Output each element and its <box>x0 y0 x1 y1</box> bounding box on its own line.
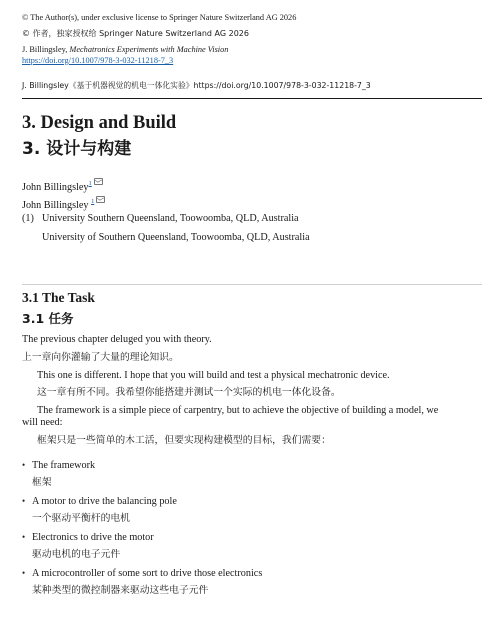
citation-doi-row <box>22 55 173 67</box>
bullet-icon: • <box>22 496 26 506</box>
section-title-en: 3.1 The Task <box>22 290 95 305</box>
author-line-1 <box>22 177 103 195</box>
paragraph-2-en: This one is different. I hope that you will build and test a physical mechatronic device. <box>37 370 390 381</box>
chapter-title-en: 3. Design and Build <box>22 113 177 133</box>
author-affiliation-ref[interactable]: 1 <box>91 198 95 205</box>
list-item: • A motor to drive the balancing pole <box>22 496 177 507</box>
citation-doi-link[interactable]: https://doi.org/10.1007/978-3-032-11218-7_3 <box>22 56 174 65</box>
author-affiliation-ref[interactable]: 1 <box>88 180 92 187</box>
bullet-icon: • <box>22 532 26 542</box>
list-item: • The framework <box>22 460 96 471</box>
list-item: • Electronics to drive the motor <box>22 532 154 543</box>
paragraph-3-cn: 框架只是一些简单的木工活，但要实现构建模型的目标，我们需要： <box>37 435 331 446</box>
section-divider <box>22 284 482 285</box>
paragraph-1-en: The previous chapter deluged you with theory. <box>22 334 212 345</box>
author-name: John Billingsley <box>22 182 89 193</box>
paragraph-3-en-line-1: The framework is a simple piece of carpentry, but to achieve the objective of building a model, we <box>37 405 439 416</box>
citation-author: J. Billingsley, <box>22 45 70 54</box>
bullet-icon: • <box>22 460 26 470</box>
bullet-icon: • <box>22 568 26 578</box>
author-name: John Billingsley <box>22 200 92 211</box>
paragraph-3-en-line-2: will need: <box>22 417 63 428</box>
paragraph-2-cn: 这一章有所不同。我希望你能搭建并测试一个实际的机电一体化设备。 <box>37 387 341 398</box>
copyright-cn: © 作者，独家授权给 Springer Nature Switzerland AG 2026 <box>22 29 249 38</box>
author-line-2 <box>22 195 105 213</box>
paragraph-1-cn: 上一章向你灌输了大量的理论知识。 <box>22 352 179 363</box>
list-item-cn: 某种类型的微控制器来驱动这些电子元件 <box>32 585 209 596</box>
affiliation-text: University Southern Queensland, Toowoomba, QLD, Australia <box>42 213 299 224</box>
list-item: • A microcontroller of some sort to drive those electronics <box>22 568 263 579</box>
citation-title: Mechatronics Experiments with Machine Vision <box>69 45 229 54</box>
copyright-en: © The Author(s), under exclusive license to Springer Nature Switzerland AG 2026 <box>22 13 297 22</box>
list-item-cn: 框架 <box>32 477 52 488</box>
header-divider <box>22 98 482 99</box>
list-item-cn: 一个驱动平衡杆的电机 <box>32 513 130 524</box>
citation-cn: J. Billingsley《基于机器视觉的机电一体化实验》https://doi.org/10.1007/978-3-032-11218-7_3 <box>22 81 371 90</box>
affiliation-line-2: University of Southern Queensland, Toowoomba, QLD, Australia <box>42 232 310 243</box>
affiliation-number: (1) <box>22 213 34 224</box>
section-title-cn: 3.1 任务 <box>22 311 74 326</box>
email-icon[interactable] <box>96 196 105 203</box>
list-item-cn: 驱动电机的电子元件 <box>32 549 121 560</box>
chapter-title-cn: 3. 设计与构建 <box>22 139 132 159</box>
email-icon[interactable] <box>94 178 103 185</box>
affiliation-line-1 <box>22 212 299 226</box>
